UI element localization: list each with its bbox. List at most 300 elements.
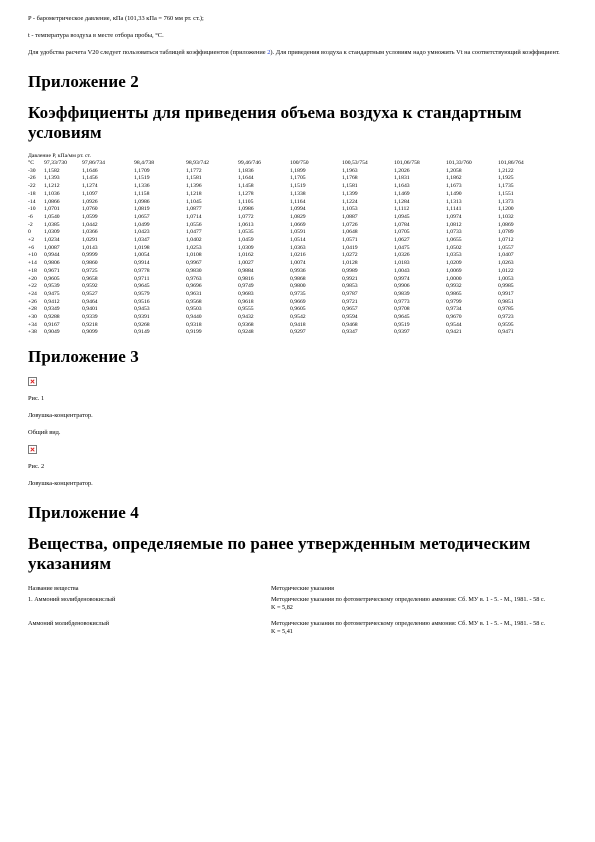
coefficient-cell: 1,0475 xyxy=(394,244,410,251)
coefficient-cell: 0,9595 xyxy=(498,321,514,328)
coefficient-cell: 0,9853 xyxy=(342,283,358,290)
coefficient-cell: 1,0053 xyxy=(498,275,514,282)
coefficient-cell: 1,1646 xyxy=(82,167,98,174)
coefficient-cell: 1,1456 xyxy=(82,175,98,182)
coefficient-cell: 0,9830 xyxy=(186,267,202,274)
coefficient-cell: 1,1045 xyxy=(186,198,202,205)
coefficient-cell: 0,9906 xyxy=(394,283,410,290)
coefficient-cell: 0,9297 xyxy=(290,329,306,336)
coefficient-cell: 1,0701 xyxy=(44,206,60,213)
coefficient-cell: 1,1582 xyxy=(44,167,60,174)
coefficient-cell: 0,9519 xyxy=(394,321,410,328)
pressure-column-header: 100/750 xyxy=(290,160,309,166)
coefficient-cell: 1,1396 xyxy=(186,183,202,190)
coefficient-cell: 1,0407 xyxy=(498,252,514,259)
usage-text-b: ). Для приведения воздуха к стандартным условиям надо умножить Vt на соответствующий коэффициент. xyxy=(270,49,560,56)
coefficient-cell: 1,1490 xyxy=(446,190,462,197)
coefficients-body xyxy=(28,168,550,337)
coefficient-cell: 1,0309 xyxy=(44,229,60,236)
temperature-cell: -22 xyxy=(28,183,36,190)
coefficients-row xyxy=(28,260,550,268)
pressure-column-header: 97,33/730 xyxy=(44,160,67,166)
coefficient-cell: 0,9167 xyxy=(44,321,60,328)
coefficient-cell: 1,1735 xyxy=(498,183,514,190)
substance-name: 1. Аммоний молибденовокислый xyxy=(28,596,116,604)
coefficient-cell: 0,9418 xyxy=(290,321,306,328)
coefficient-cell: 1,0789 xyxy=(498,229,514,236)
coefficient-cell: 1,0648 xyxy=(342,229,358,236)
temperature-cell: +10 xyxy=(28,252,37,259)
coefficient-cell: 0,9594 xyxy=(342,314,358,321)
coefficient-cell: 0,9868 xyxy=(290,275,306,282)
coefficient-cell: 1,0027 xyxy=(238,260,254,267)
temperature-cell: -2 xyxy=(28,221,33,228)
coefficient-cell: 1,0162 xyxy=(238,252,254,259)
coefficient-cell: 0,9421 xyxy=(446,329,462,336)
coefficient-cell: 0,9349 xyxy=(44,306,60,313)
coefficient-cell: 1,1772 xyxy=(186,167,202,174)
coefficient-cell: 1,0366 xyxy=(82,229,98,236)
coefficient-cell: 1,1284 xyxy=(394,198,410,205)
temperature-cell: +38 xyxy=(28,329,37,336)
coefficients-row xyxy=(28,329,550,337)
coefficient-cell: 0,9475 xyxy=(44,290,60,297)
coefficient-cell: 1,0887 xyxy=(342,213,358,220)
coefficient-cell: 0,9936 xyxy=(290,267,306,274)
coefficient-cell: 1,0829 xyxy=(290,213,306,220)
coefficients-row xyxy=(28,306,550,314)
coefficient-cell: 1,0499 xyxy=(134,221,150,228)
coefficient-cell: 0,9711 xyxy=(134,275,150,282)
coefficient-cell: 0,9932 xyxy=(446,283,462,290)
temperature-cell: +6 xyxy=(28,244,35,251)
coefficients-row xyxy=(28,222,550,230)
coefficient-cell: 1,0143 xyxy=(82,244,98,251)
coefficient-cell: 1,2026 xyxy=(394,167,410,174)
coefficient-cell: 1,1218 xyxy=(186,190,202,197)
coefficient-cell: 0,9763 xyxy=(186,275,202,282)
coefficient-cell: 1,0054 xyxy=(134,252,150,259)
appendix-3-heading: Приложение 3 xyxy=(28,347,139,367)
temperature-cell: -26 xyxy=(28,175,36,182)
coefficients-header-row xyxy=(28,160,550,168)
pressure-column-header: 99,46/746 xyxy=(238,160,261,166)
coefficient-cell: 0,9568 xyxy=(186,298,202,305)
coefficient-cell: 1,1519 xyxy=(290,183,306,190)
temperature-cell: +34 xyxy=(28,321,37,328)
coefficient-cell: 0,9318 xyxy=(186,321,202,328)
temperature-cell: +22 xyxy=(28,283,37,290)
coefficient-cell: 1,0714 xyxy=(186,213,202,220)
coefficient-cell: 1,0655 xyxy=(446,237,462,244)
coefficient-cell: 1,1768 xyxy=(342,175,358,182)
temperature-cell: +28 xyxy=(28,306,37,313)
coefficient-cell: 1,0866 xyxy=(44,198,60,205)
coefficient-cell: 1,1212 xyxy=(44,183,60,190)
figure-2-caption: Рис. 2 xyxy=(28,463,45,471)
coefficient-cell: 1,1551 xyxy=(498,190,514,197)
coefficient-cell: 1,0613 xyxy=(238,221,254,228)
coefficients-row xyxy=(28,291,550,299)
coefficient-cell: 1,1053 xyxy=(342,206,358,213)
coefficient-cell: 0,9099 xyxy=(82,329,98,336)
pressure-definition: P - барометрическое давление, кПа (101,33 кПа = 760 мм рт. ст.); xyxy=(28,15,204,22)
coefficient-cell: 1,0599 xyxy=(82,213,98,220)
coefficient-cell: 1,2122 xyxy=(498,167,514,174)
coefficient-cell: 1,0812 xyxy=(446,221,462,228)
coefficient-cell: 1,0309 xyxy=(238,244,254,251)
coefficient-cell: 1,0272 xyxy=(342,252,358,259)
coefficient-cell: 0,9605 xyxy=(44,275,60,282)
coefficient-cell: 1,0869 xyxy=(498,221,514,228)
coefficient-cell: 1,1164 xyxy=(290,198,306,205)
coefficient-cell: 0,9785 xyxy=(498,306,514,313)
temperature-cell: +18 xyxy=(28,267,37,274)
coefficient-cell: 1,0353 xyxy=(446,252,462,259)
document-page xyxy=(28,14,568,636)
coefficient-cell: 0,9967 xyxy=(186,260,202,267)
coefficient-cell: 1,0043 xyxy=(394,267,410,274)
coefficient-cell: 0,9799 xyxy=(446,298,462,305)
coefficient-cell: 1,1313 xyxy=(446,198,462,205)
coefficient-cell: 1,0402 xyxy=(186,237,202,244)
coefficient-cell: 1,0784 xyxy=(394,221,410,228)
coefficient-cell: 1,1399 xyxy=(342,190,358,197)
coefficient-cell: 1,0571 xyxy=(342,237,358,244)
coefficient-cell: 0,9721 xyxy=(342,298,358,305)
coefficients-row xyxy=(28,276,550,284)
coefficient-cell: 0,9544 xyxy=(446,321,462,328)
coefficient-cell: 0,9723 xyxy=(498,314,514,321)
coefficient-cell: 1,1097 xyxy=(82,190,98,197)
coefficient-cell: 0,9917 xyxy=(498,290,514,297)
coefficient-cell: 1,0234 xyxy=(44,237,60,244)
coefficient-cell: 1,0209 xyxy=(446,260,462,267)
coefficient-cell: 0,9884 xyxy=(238,267,254,274)
coefficient-cell: 1,1705 xyxy=(290,175,306,182)
substances-row xyxy=(28,596,563,612)
coefficients-row xyxy=(28,191,550,199)
coefficient-cell: 0,9671 xyxy=(44,267,60,274)
coefficient-cell: 1,1141 xyxy=(446,206,462,213)
coefficient-cell: 0,9503 xyxy=(186,306,202,313)
coefficient-cell: 0,9989 xyxy=(342,267,358,274)
appendix-2-link[interactable]: 2 xyxy=(267,49,271,56)
coefficient-cell: 0,9397 xyxy=(394,329,410,336)
coefficient-cell: 0,9734 xyxy=(446,306,462,313)
coefficient-cell: 0,9199 xyxy=(186,329,202,336)
coefficient-cell: 1,1458 xyxy=(238,183,254,190)
coefficient-cell: 1,0945 xyxy=(394,213,410,220)
pressure-label: Давление Р, кПа/мм рт. ст. xyxy=(28,153,91,159)
coefficient-cell: 1,0760 xyxy=(82,206,98,213)
coefficient-cell: 1,1644 xyxy=(238,175,254,182)
appendix-4-title: Вещества, определяемые по ранее утвержденным методическим указаниям xyxy=(28,534,531,574)
temperature-cell: +14 xyxy=(28,260,37,267)
coefficient-cell: 1,1925 xyxy=(498,175,514,182)
coefficient-cell: 1,0419 xyxy=(342,244,358,251)
coefficients-row xyxy=(28,229,550,237)
coefficient-cell: 1,0459 xyxy=(238,237,254,244)
coefficient-cell: 0,9368 xyxy=(238,321,254,328)
coefficient-cell: 0,9839 xyxy=(394,290,410,297)
coefficient-cell: 1,1200 xyxy=(498,206,514,213)
pressure-column-header: 101,86/764 xyxy=(498,160,524,166)
coefficient-cell: 0,9735 xyxy=(290,290,306,297)
coefficient-cell: 1,0263 xyxy=(498,260,514,267)
coefficient-cell: 0,9432 xyxy=(238,314,254,321)
pressure-column-header: 97,86/734 xyxy=(82,160,105,166)
coefficient-cell: 0,9657 xyxy=(342,306,358,313)
coefficient-cell: 1,0557 xyxy=(498,244,514,251)
coefficient-cell: 1,0291 xyxy=(82,237,98,244)
pressure-column-header: 98,4/738 xyxy=(134,160,155,166)
coefficient-cell: 0,9218 xyxy=(82,321,98,328)
coefficient-cell: 0,9555 xyxy=(238,306,254,313)
temperature-cell: +26 xyxy=(28,298,37,305)
coefficients-row xyxy=(28,252,550,260)
coefficient-cell: 0,9268 xyxy=(134,321,150,328)
coefficient-cell: 0,9708 xyxy=(394,306,410,313)
coefficient-cell: 0,9618 xyxy=(238,298,254,305)
coefficient-cell: 0,9914 xyxy=(134,260,150,267)
coefficient-cell: 1,0000 xyxy=(446,275,462,282)
coefficient-cell: 0,9851 xyxy=(498,298,514,305)
temperature-cell: -10 xyxy=(28,206,36,213)
coefficient-cell: 0,9592 xyxy=(82,283,98,290)
coefficient-cell: 1,0974 xyxy=(446,213,462,220)
pressure-column-header: 98,93/742 xyxy=(186,160,209,166)
temperature-cell: +2 xyxy=(28,237,35,244)
coefficient-cell: 0,9468 xyxy=(342,321,358,328)
coefficient-cell: 1,1112 xyxy=(394,206,410,213)
coefficient-cell: 1,0819 xyxy=(134,206,150,213)
coefficient-cell: 0,9860 xyxy=(82,260,98,267)
substance-name-header: Название вещества xyxy=(28,585,79,593)
substances-row xyxy=(28,620,563,636)
coefficient-cell: 0,9401 xyxy=(82,306,98,313)
coefficient-cell: 1,0347 xyxy=(134,237,150,244)
coefficient-cell: 0,9391 xyxy=(134,314,150,321)
figure-2-image xyxy=(28,445,37,454)
coefficient-cell: 1,0183 xyxy=(394,260,410,267)
coefficient-cell: 1,1032 xyxy=(498,213,514,220)
coefficient-cell: 0,9464 xyxy=(82,298,98,305)
method-header: Методические указания xyxy=(271,585,334,593)
coefficient-cell: 1,0502 xyxy=(446,244,462,251)
appendix-4-heading: Приложение 4 xyxy=(28,503,139,523)
usage-text-a: Для удобства расчета V20 следует пользоваться таблицей коэффициентов (приложение xyxy=(28,49,268,56)
coefficient-cell: 0,9725 xyxy=(82,267,98,274)
coefficients-row xyxy=(28,314,550,322)
coefficient-cell: 1,1336 xyxy=(134,183,150,190)
coefficient-cell: 1,0108 xyxy=(186,252,202,259)
coefficient-cell: 1,0514 xyxy=(290,237,306,244)
coefficient-cell: 1,0657 xyxy=(134,213,150,220)
coefficients-row xyxy=(28,245,550,253)
coefficient-cell: 1,1278 xyxy=(238,190,254,197)
coefficient-cell: 0,9696 xyxy=(186,283,202,290)
general-view-label: Общий вид. xyxy=(28,429,61,437)
temperature-cell: -18 xyxy=(28,190,36,197)
coefficient-cell: 0,9527 xyxy=(82,290,98,297)
coefficient-cell: 1,0591 xyxy=(290,229,306,236)
coefficients-row xyxy=(28,268,550,276)
coefficient-cell: 0,9749 xyxy=(238,283,254,290)
coefficient-cell: 1,1709 xyxy=(134,167,150,174)
method-cell xyxy=(271,620,563,636)
coefficient-cell: 1,0198 xyxy=(134,244,150,251)
temperature-column-header: °С xyxy=(28,160,35,166)
coefficient-cell: 0,9579 xyxy=(134,290,150,297)
coefficient-cell: 0,9670 xyxy=(446,314,462,321)
substance-name: Аммоний молибденовокислый xyxy=(28,620,110,628)
coefficient-cell: 0,9683 xyxy=(238,290,254,297)
temperature-cell: +20 xyxy=(28,275,37,282)
coefficient-cell: 0,9347 xyxy=(342,329,358,336)
coefficient-cell: 0,9773 xyxy=(394,298,410,305)
temperature-cell: -30 xyxy=(28,167,36,174)
coefficient-cell: 0,9288 xyxy=(44,314,60,321)
coefficients-row xyxy=(28,168,550,176)
coefficient-cell: 1,0877 xyxy=(186,206,202,213)
coefficient-cell: 1,1643 xyxy=(394,183,410,190)
coefficient-cell: 0,9149 xyxy=(134,329,150,336)
method-text: Методические указания по фотометрическому определению аммония: Сб. МУ в. 1 - 5. - М., 1981. - 58 с. xyxy=(271,596,546,604)
coefficient-cell: 1,0087 xyxy=(44,244,60,251)
coefficient-cell: 0,9865 xyxy=(446,290,462,297)
coefficients-row xyxy=(28,283,550,291)
coefficient-cell: 0,9921 xyxy=(342,275,358,282)
method-text: Методические указания по фотометрическому определению аммония: Сб. МУ в. 1 - 5. - М., 1981. - 58 с. xyxy=(271,620,546,628)
coefficient-cell: 0,9806 xyxy=(44,260,60,267)
coefficient-cell: 1,1036 xyxy=(44,190,60,197)
coefficient-cell: 1,1224 xyxy=(342,198,358,205)
coefficient-cell: 1,0069 xyxy=(446,267,462,274)
coefficient-cell: 0,9974 xyxy=(394,275,410,282)
pressure-column-header: 101,06/758 xyxy=(394,160,420,166)
coefficient-cell: 1,0423 xyxy=(134,229,150,236)
coefficients-row xyxy=(28,299,550,307)
coefficient-cell: 0,9999 xyxy=(82,252,98,259)
coefficient-cell: 0,9645 xyxy=(394,314,410,321)
coefficient-cell: 1,0705 xyxy=(394,229,410,236)
coefficient-cell: 1,1831 xyxy=(394,175,410,182)
coefficient-cell: 1,1158 xyxy=(134,190,150,197)
coefficients-table xyxy=(28,160,550,337)
coefficient-cell: 1,0669 xyxy=(290,221,306,228)
coefficient-cell: 1,0535 xyxy=(238,229,254,236)
coefficient-cell: 0,9339 xyxy=(82,314,98,321)
coefficients-row xyxy=(28,322,550,330)
coefficient-cell: 1,1581 xyxy=(186,175,202,182)
coefficient-cell: 0,9631 xyxy=(186,290,202,297)
coefficient-cell: 1,0442 xyxy=(82,221,98,228)
coefficient-cell: 1,1963 xyxy=(342,167,358,174)
coefficient-cell: 0,9669 xyxy=(290,298,306,305)
usage-paragraph xyxy=(28,48,568,57)
coefficient-cell: 1,0363 xyxy=(290,244,306,251)
coefficient-cell: 1,1673 xyxy=(446,183,462,190)
coefficient-cell: 1,1393 xyxy=(44,175,60,182)
coefficients-row xyxy=(28,175,550,183)
coefficient-cell: 1,0772 xyxy=(238,213,254,220)
coefficient-cell: 1,0733 xyxy=(446,229,462,236)
coefficient-cell: 0,9985 xyxy=(498,283,514,290)
substances-table xyxy=(28,585,563,636)
coefficient-cell: 1,0726 xyxy=(342,221,358,228)
coefficient-cell: 1,0385 xyxy=(44,221,60,228)
coefficient-cell: 1,0627 xyxy=(394,237,410,244)
coefficient-cell: 1,0556 xyxy=(186,221,202,228)
figure-1-image xyxy=(28,377,37,386)
coefficient-cell: 1,1274 xyxy=(82,183,98,190)
coefficient-cell: 0,9645 xyxy=(134,283,150,290)
pressure-column-header: 100,53/754 xyxy=(342,160,368,166)
coefficient-cell: 0,9412 xyxy=(44,298,60,305)
coefficient-cell: 1,0712 xyxy=(498,237,514,244)
coefficient-cell: 0,9658 xyxy=(82,275,98,282)
coefficient-cell: 1,0128 xyxy=(342,260,358,267)
coefficient-cell: 1,2058 xyxy=(446,167,462,174)
figure-1-caption: Рис. 1 xyxy=(28,395,45,403)
coefficients-row xyxy=(28,199,550,207)
temperature-definition: t - температура воздуха в месте отбора пробы, °С. xyxy=(28,32,164,39)
coefficient-cell: 0,9471 xyxy=(498,329,514,336)
coefficient-cell: 1,0216 xyxy=(290,252,306,259)
coefficient-cell: 1,1519 xyxy=(134,175,150,182)
coefficient-cell: 1,1338 xyxy=(290,190,306,197)
coefficient-cell: 0,9516 xyxy=(134,298,150,305)
coefficients-row xyxy=(28,237,550,245)
coefficient-cell: 1,1373 xyxy=(498,198,514,205)
coefficient-cell: 0,9778 xyxy=(134,267,150,274)
pressure-column-header: 101,33/760 xyxy=(446,160,472,166)
coefficient-cell: 1,1836 xyxy=(238,167,254,174)
coefficients-row xyxy=(28,206,550,214)
coefficient-cell: 0,9944 xyxy=(44,252,60,259)
coefficient-cell: 1,0326 xyxy=(394,252,410,259)
coefficient-cell: 1,0986 xyxy=(238,206,254,213)
coefficient-cell: 0,9800 xyxy=(290,283,306,290)
coefficient-cell: 1,0986 xyxy=(134,198,150,205)
temperature-cell: -6 xyxy=(28,213,33,220)
coefficient-cell: 1,0253 xyxy=(186,244,202,251)
coefficient-k: K = 5,82 xyxy=(271,604,293,612)
coefficient-cell: 0,9049 xyxy=(44,329,60,336)
temperature-cell: +24 xyxy=(28,290,37,297)
coefficient-cell: 1,0994 xyxy=(290,206,306,213)
coefficient-cell: 1,1105 xyxy=(238,198,254,205)
coefficient-cell: 1,0540 xyxy=(44,213,60,220)
coefficients-row xyxy=(28,214,550,222)
method-cell xyxy=(271,596,563,612)
coefficient-cell: 1,0477 xyxy=(186,229,202,236)
coefficient-k: K = 5,41 xyxy=(271,628,293,636)
temperature-cell: 0 xyxy=(28,229,31,236)
temperature-cell: -14 xyxy=(28,198,36,205)
coefficient-cell: 1,0122 xyxy=(498,267,514,274)
figure-1-description: Ловушка-концентратор. xyxy=(28,412,93,420)
coefficient-cell: 0,9539 xyxy=(44,283,60,290)
coefficient-cell: 1,1581 xyxy=(342,183,358,190)
coefficient-cell: 1,1469 xyxy=(394,190,410,197)
coefficient-cell: 0,9440 xyxy=(186,314,202,321)
coefficient-cell: 1,1899 xyxy=(290,167,306,174)
temperature-cell: +30 xyxy=(28,314,37,321)
coefficient-cell: 0,9453 xyxy=(134,306,150,313)
coefficient-cell: 1,0926 xyxy=(82,198,98,205)
